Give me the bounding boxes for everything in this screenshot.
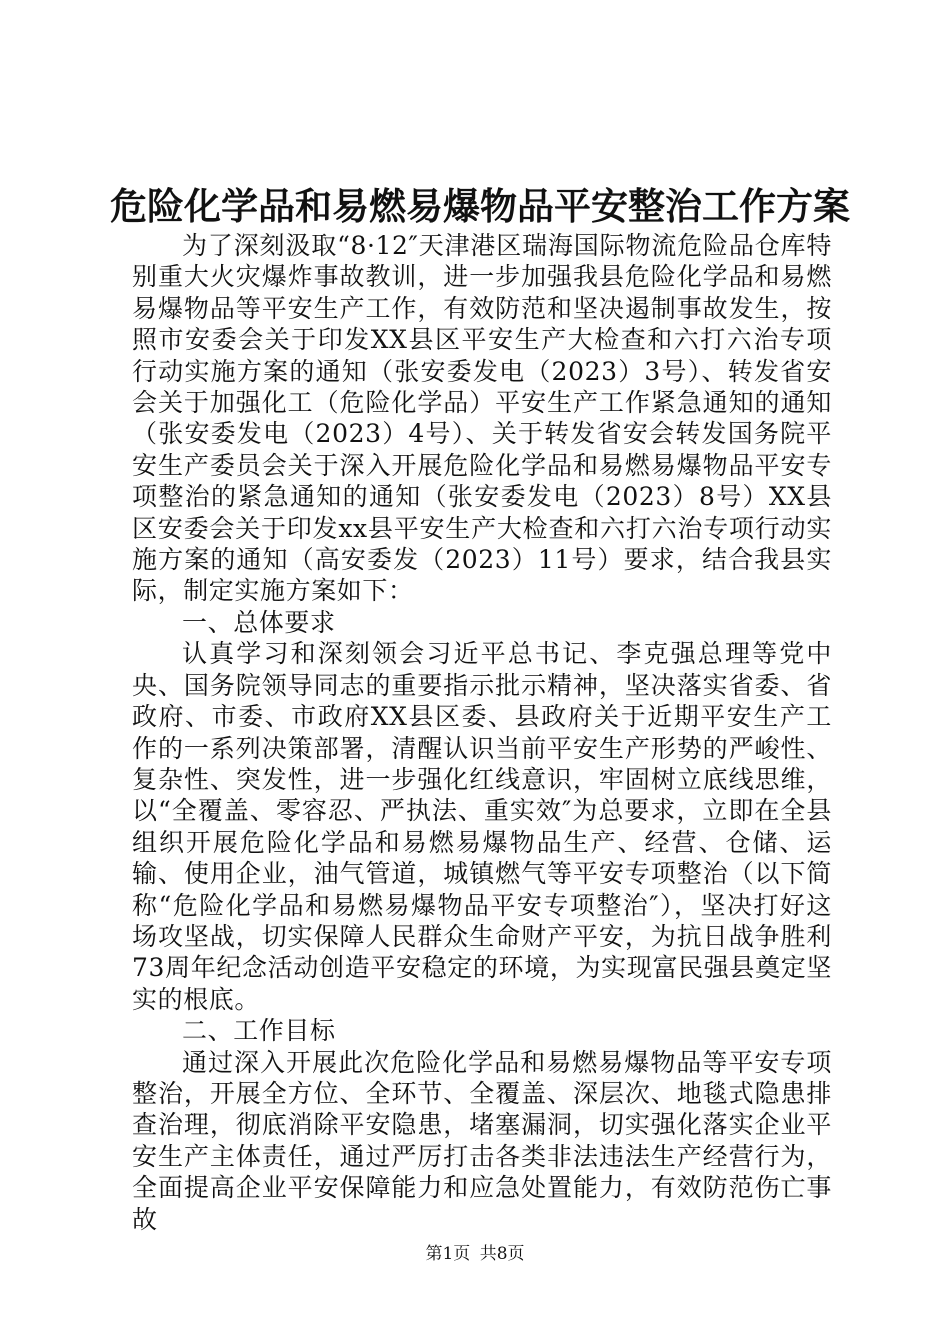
section-heading-work-objectives: 二、工作目标 [182, 1016, 336, 1046]
page-number: 第1页 [425, 1244, 471, 1264]
section-heading-general-requirements: 一、总体要求 [182, 607, 336, 637]
page-footer [0, 1243, 950, 1265]
general-requirements-paragraph: 认真学习和深刻领会习近平总书记、李克强总理等党中央、国务院领导同志的重要指示批示精神，坚决落实省委、省政府、市委、市政府XX县区委、县政府关于近期平安生产工作的一系列决策部署，清醒认识当前平安生产形势的严峻性、复杂性、突发性，进一步强化红线意识，牢固树立底线思维，以“全覆盖、零容忍、严执法、重实效″为总要求，立即在全县组织开展危险化学品和易燃易爆物品生产、经营、仓储、运输、使用企业，油气管道，城镇燃气等平安专项整治（以下简称“危险化学品和易燃易爆物品平安专项整治″），坚决打好这场攻坚战，切实保障人民群众生命财产平安，为抗日战争胜利73周年纪念活动创造平安稳定的环境，为实现富民强县奠定坚实的根底。 [132, 639, 832, 1014]
intro-paragraph: 为了深刻汲取“8·12″天津港区瑞海国际物流危险品仓库特别重大火灾爆炸事故教训，进一步加强我县危险化学品和易燃易爆物品等平安生产工作，有效防范和坚决遏制事故发生，按照市安委会关于印发XX县区平安生产大检查和六打六治专项行动实施方案的通知（张安委发电（2023）3号）、转发省安会关于加强化工（危险化学品）平安生产工作紧急通知的通知（张安委发电（2023）4号）、关于转发省安会转发国务院平安生产委员会关于深入开展危险化学品和易燃易爆物品平安专项整治的紧急通知的通知（张安委发电（2023）8号）XX县区安委会关于印发xx县平安生产大检查和六打六治专项行动实施方案的通知（高安委发（2023）11号）要求，结合我县实际，制定实施方案如下： [132, 231, 832, 606]
document-body [132, 230, 832, 1235]
document-title: 危险化学品和易燃易爆物品平安整治工作方案 [110, 185, 850, 228]
work-objectives-paragraph: 通过深入开展此次危险化学品和易燃易爆物品等平安专项整治，开展全方位、全环节、全覆盖、深层次、地毯式隐患排查治理，彻底消除平安隐患，堵塞漏洞，切实强化落实企业平安生产主体责任，通过严厉打击各类非法违法生产经营行为，全面提高企业平安保障能力和应急处置能力，有效防范伤亡事故 [132, 1047, 832, 1234]
page-total: 共8页 [479, 1244, 525, 1264]
